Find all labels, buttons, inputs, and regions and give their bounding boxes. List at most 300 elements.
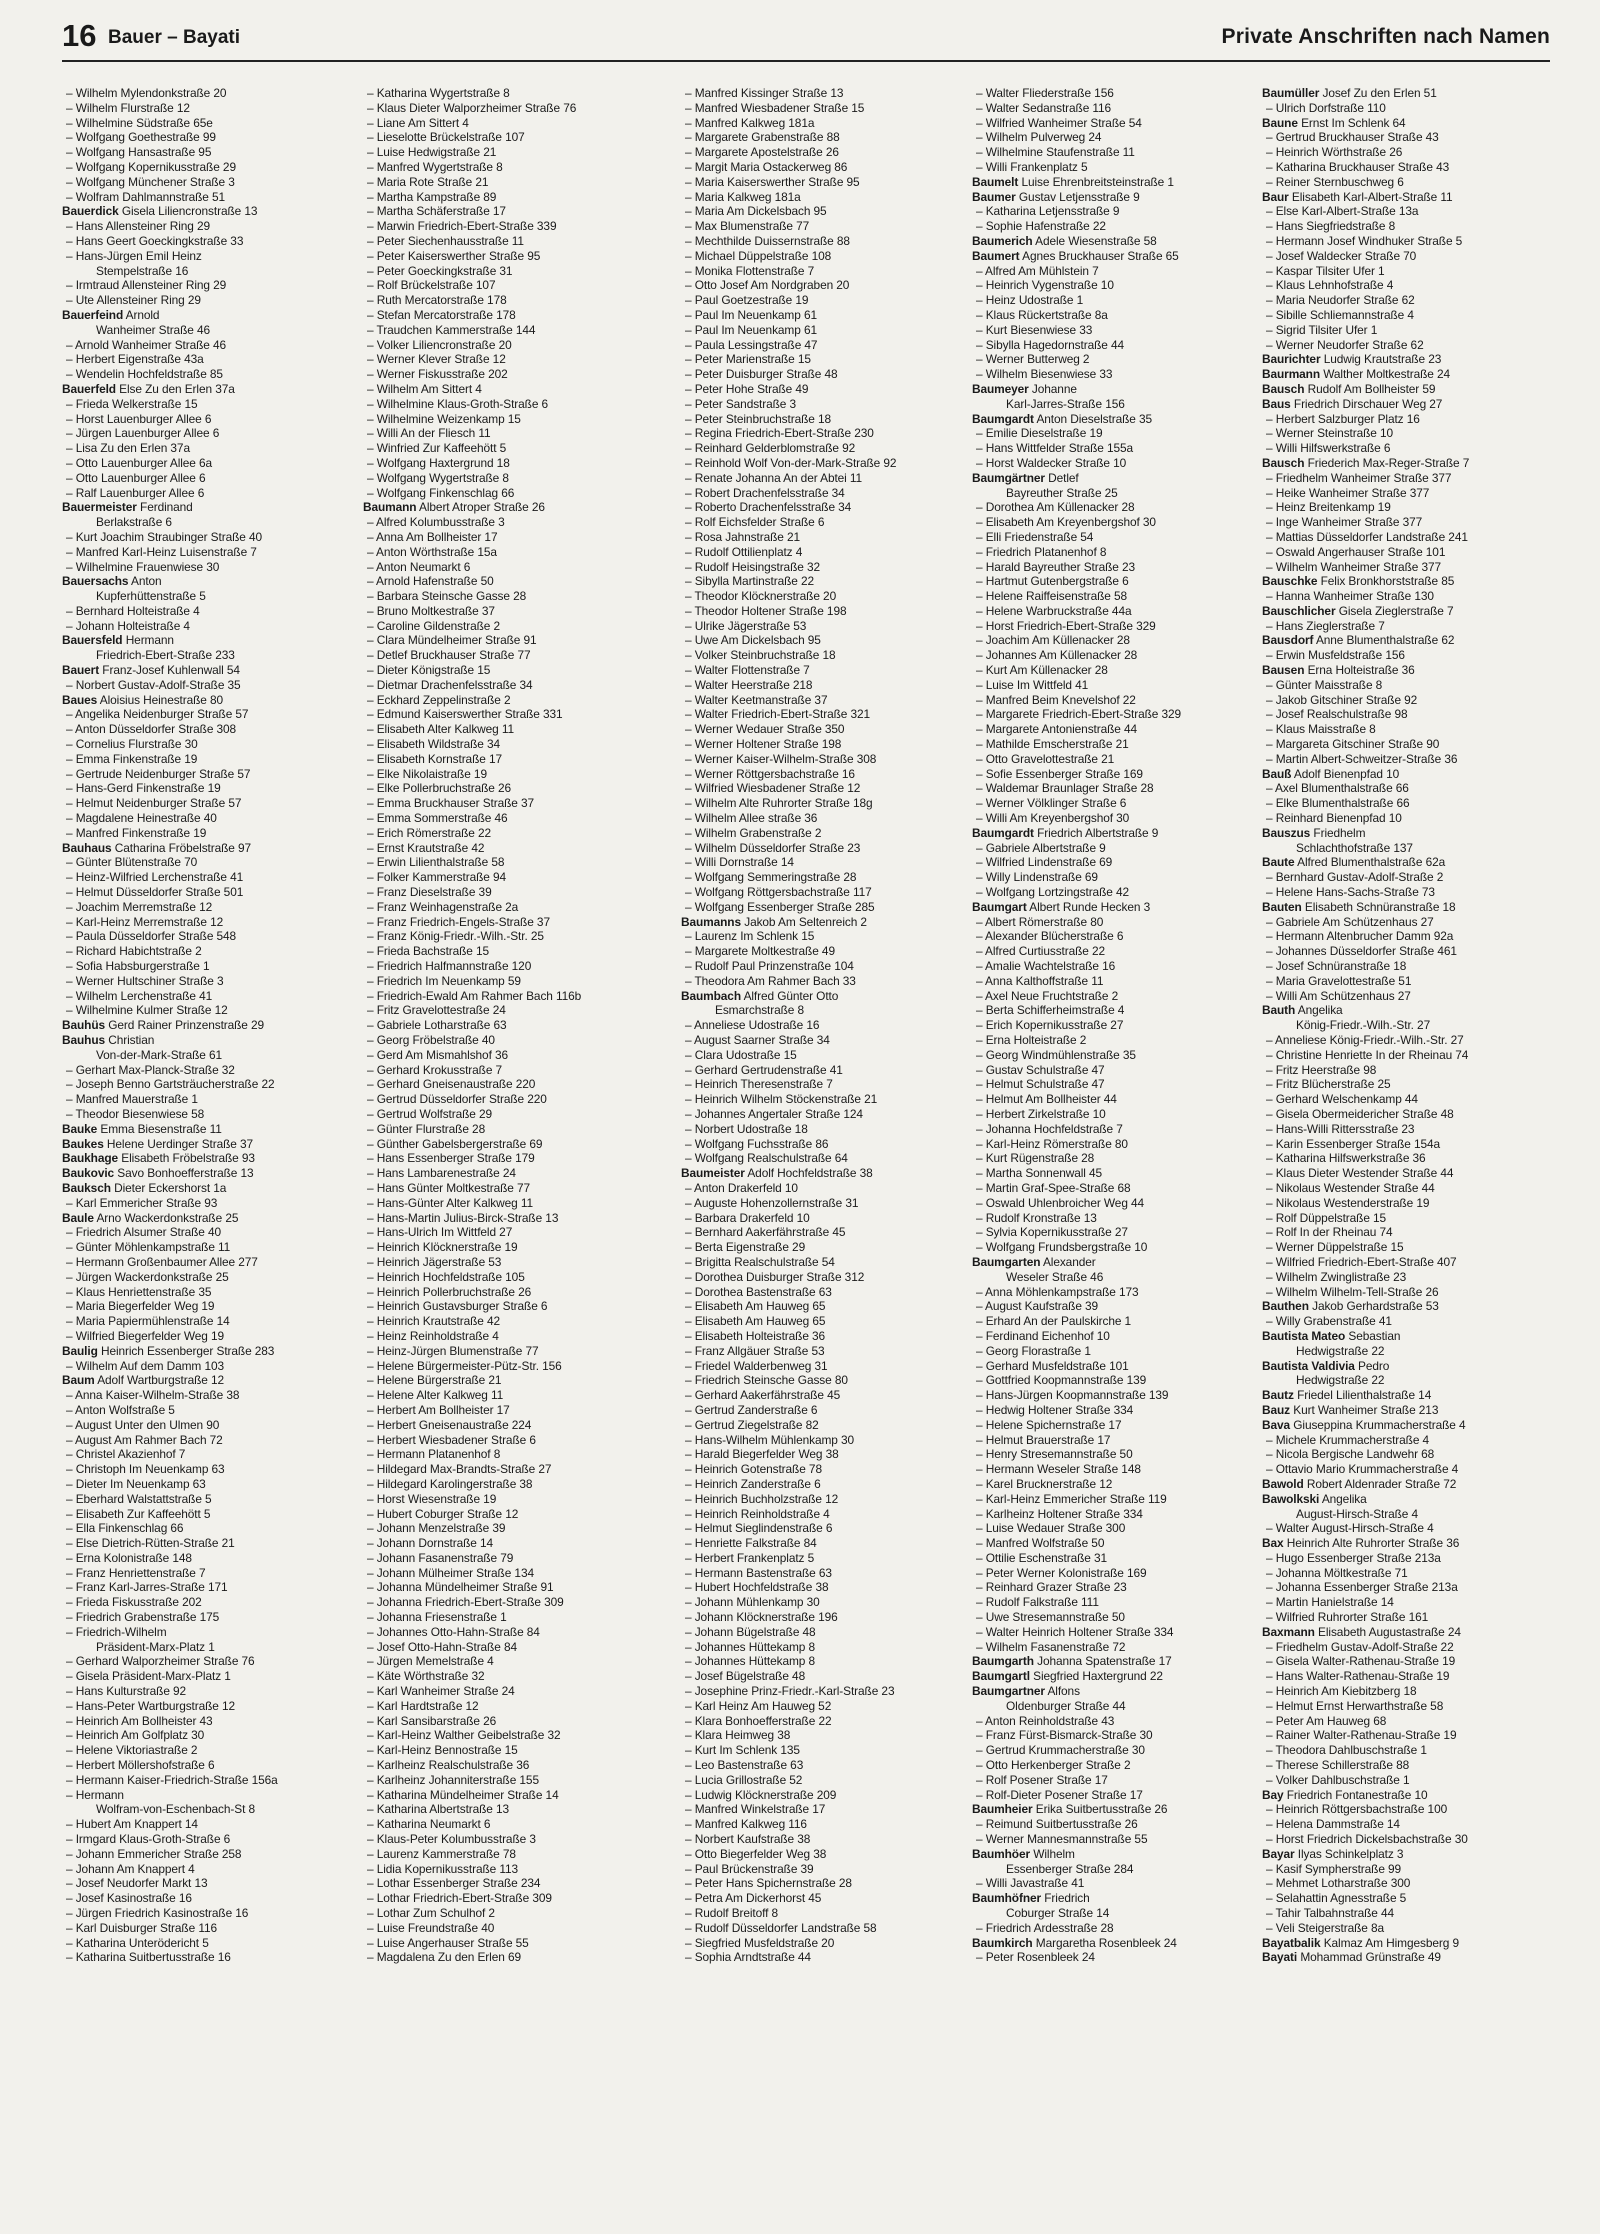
- surname-entry: [1262, 1359, 1550, 1374]
- entry-text: – Hermann Großenbaumer Allee 277: [66, 1254, 258, 1269]
- entry-text: – Karlheinz Realschulstraße 36: [367, 1758, 530, 1773]
- entry-text: – Heinrich Jägerstraße 53: [367, 1254, 502, 1269]
- name-entry: [1262, 1669, 1550, 1684]
- name-entry: [363, 1403, 663, 1418]
- entry-text: – Kurt Biesenwiese 33: [976, 322, 1093, 337]
- name-entry: [62, 234, 362, 249]
- name-entry: [681, 1359, 981, 1374]
- name-entry: [62, 145, 362, 160]
- name-entry: [363, 929, 663, 944]
- name-entry: [1262, 589, 1550, 604]
- name-entry: [1262, 1285, 1550, 1300]
- entry-text: Jakob Gerhardstraße 53: [1312, 1299, 1439, 1314]
- entry-text: – Luise Angerhauser Straße 55: [367, 1935, 529, 1950]
- name-entry: [681, 1950, 981, 1965]
- surname: Baumheier: [972, 1802, 1033, 1817]
- name-entry: [363, 1048, 663, 1063]
- surname: Baukhage: [62, 1151, 119, 1166]
- name-entry: [62, 929, 362, 944]
- entry-text: – Maria Gravelottestraße 51: [1266, 973, 1412, 988]
- entry-text: – Christoph Im Neuenkamp 63: [66, 1462, 225, 1477]
- entry-text: – Karl Emmericher Straße 93: [66, 1195, 218, 1210]
- entry-text: – Ruth Mercatorstraße 178: [367, 293, 507, 308]
- name-entry: [363, 323, 663, 338]
- entry-text: Emma Biesenstraße 11: [100, 1121, 222, 1136]
- entry-text: – Wolfgang Finkenschlag 66: [367, 485, 515, 500]
- entry-text: Friedhelm: [1313, 825, 1366, 840]
- entry-text: – Margarete Friedrich-Ebert-Straße 329: [976, 707, 1182, 722]
- entry-text: Franz-Josef Kuhlenwall 54: [102, 663, 240, 678]
- entry-text: – Helena Dammstraße 14: [1266, 1817, 1400, 1832]
- entry-text: – Ottilie Eschenstraße 31: [976, 1550, 1108, 1565]
- entry-text: Ilyas Schinkelplatz 3: [1297, 1846, 1404, 1861]
- entry-text: – Robert Drachenfelsstraße 34: [685, 485, 845, 500]
- entry-text: – Maria Kalkweg 181a: [685, 189, 801, 204]
- entry-text: – Sofia Habsburgerstraße 1: [66, 959, 210, 974]
- name-entry: [972, 1758, 1272, 1773]
- entry-text: – Karl Heinz Am Hauweg 52: [685, 1698, 832, 1713]
- surname-entry: [1262, 86, 1550, 101]
- entry-text: – Joachim Merremstraße 12: [66, 899, 213, 914]
- entry-text: – Heinrich Hochfeldstraße 105: [367, 1269, 525, 1284]
- name-entry: [972, 693, 1272, 708]
- entry-text: – Maria Biegerfelder Weg 19: [66, 1299, 215, 1314]
- entry-text: – Angelika Neidenburger Straße 57: [66, 707, 249, 722]
- name-entry: [681, 1773, 981, 1788]
- entry-text: – Ulrich Dorfstraße 110: [1266, 100, 1386, 115]
- entry-text: – Nikolaus Westenderstraße 19: [1266, 1195, 1430, 1210]
- entry-text: – Helene Bürgerstraße 21: [367, 1373, 502, 1388]
- entry-text: – Klaus Maisstraße 8: [1266, 722, 1376, 737]
- name-entry: [972, 456, 1272, 471]
- entry-text: – Hans-Gerd Finkenstraße 19: [66, 781, 221, 796]
- name-entry: [681, 338, 981, 353]
- name-entry: [363, 1507, 663, 1522]
- entry-text: – Horst Lauenburger Allee 6: [66, 411, 212, 426]
- name-entry: [972, 1033, 1272, 1048]
- name-entry: [62, 249, 362, 264]
- entry-text: – Irmtraud Allensteiner Ring 29: [66, 278, 227, 293]
- name-entry: [62, 1936, 362, 1951]
- entry-text: – Mattias Düsseldorfer Landstraße 241: [1266, 529, 1468, 544]
- surname-entry: [1262, 1403, 1550, 1418]
- name-entry: [681, 278, 981, 293]
- entry-text: Alexander: [1042, 1254, 1096, 1269]
- entry-text: – Franz König-Friedr.-Wilh.-Str. 25: [367, 929, 544, 944]
- name-entry: [1262, 1876, 1550, 1891]
- name-entry: [972, 1773, 1272, 1788]
- surname: Bayar: [1262, 1846, 1295, 1861]
- entry-text: – Peter Hans Spichernstraße 28: [685, 1876, 852, 1891]
- name-entry: [363, 249, 663, 264]
- name-entry: [363, 1684, 663, 1699]
- name-entry: [1262, 619, 1550, 634]
- entry-text: Else Zu den Erlen 37a: [119, 381, 235, 396]
- entry-text: – Mechthilde Duissernstraße 88: [685, 233, 850, 248]
- name-entry: [972, 915, 1272, 930]
- entry-text: – Johannes Am Küllenacker 28: [976, 648, 1138, 663]
- name-entry: [681, 367, 981, 382]
- entry-text: – Franz Friedrich-Engels-Straße 37: [367, 914, 550, 929]
- name-entry: [1262, 160, 1550, 175]
- entry-text: – Berta Schifferheimstraße 4: [976, 1003, 1125, 1018]
- name-entry: [1262, 1196, 1550, 1211]
- name-entry: [363, 1669, 663, 1684]
- entry-text: – Frieda Welkerstraße 15: [66, 396, 198, 411]
- entry-text: – Horst Friedrich-Ebert-Straße 329: [976, 618, 1156, 633]
- name-entry: [681, 589, 981, 604]
- entry-text: – Gerhard Gertrudenstraße 41: [685, 1062, 843, 1077]
- entry-text: – Hans Allensteiner Ring 29: [66, 219, 211, 234]
- surname-entry: [62, 1137, 362, 1152]
- name-entry: [363, 959, 663, 974]
- name-entry: [363, 1802, 663, 1817]
- surname: Bauß: [1262, 766, 1292, 781]
- name-entry: [62, 1196, 362, 1211]
- name-entry: [972, 855, 1272, 870]
- surname-entry: [1262, 855, 1550, 870]
- entry-text: Anton: [130, 574, 162, 589]
- entry-text: Hermann: [125, 633, 174, 648]
- entry-text: – Waldemar Braunlager Straße 28: [976, 781, 1154, 796]
- entry-text: – Ferdinand Eichenhof 10: [976, 1328, 1110, 1343]
- name-entry: [681, 1610, 981, 1625]
- surname-entry: [972, 1684, 1272, 1699]
- entry-text: – Selahattin Agnesstraße 5: [1266, 1891, 1407, 1906]
- entry-text: – Hermann Josef Windhuker Straße 5: [1266, 233, 1463, 248]
- entry-text: – Elke Nikolaistraße 19: [367, 766, 487, 781]
- entry-text: – Johann Bügelstraße 48: [685, 1624, 816, 1639]
- entry-text: – Käte Wörthstraße 32: [367, 1669, 485, 1684]
- entry-text: – Cornelius Flurstraße 30: [66, 737, 198, 752]
- entry-text: Friedrich Fontanestraße 10: [1286, 1787, 1428, 1802]
- entry-text: – Paula Lessingstraße 47: [685, 337, 818, 352]
- name-entry: [1262, 929, 1550, 944]
- name-entry: [363, 308, 663, 323]
- name-entry: [1262, 1151, 1550, 1166]
- name-entry: [1262, 1566, 1550, 1581]
- entry-text: – Wilfried Lindenstraße 69: [976, 855, 1113, 870]
- entry-text: – Gertrud Düsseldorfer Straße 220: [367, 1092, 547, 1107]
- entry-text: – Harald Biegerfelder Weg 38: [685, 1447, 839, 1462]
- entry-text: – Clara Mündelheimer Straße 91: [367, 633, 537, 648]
- entry-text: – Norbert Udostraße 18: [685, 1121, 808, 1136]
- entry-text: Sebastian: [1348, 1328, 1401, 1343]
- surname-entry: [1262, 663, 1550, 678]
- name-entry: [972, 678, 1272, 693]
- entry-text: – Veli Steigerstraße 8a: [1266, 1920, 1384, 1935]
- entry-text: – Wilhelmine Weizenkamp 15: [367, 411, 521, 426]
- surname: Bauhüs: [62, 1018, 106, 1033]
- name-entry: [1262, 1714, 1550, 1729]
- name-entry: [1262, 500, 1550, 515]
- name-entry: [681, 486, 981, 501]
- entry-text: – Heinrich Klöcknerstraße 19: [367, 1240, 518, 1255]
- name-entry: [681, 500, 981, 515]
- surname-entry: [363, 500, 663, 515]
- name-entry: [681, 308, 981, 323]
- entry-text: – Hubert Hochfeldstraße 38: [685, 1580, 829, 1595]
- name-entry: [363, 382, 663, 397]
- name-entry: [681, 959, 981, 974]
- name-entry: [363, 633, 663, 648]
- name-entry: [681, 530, 981, 545]
- surname-entry: [972, 1654, 1272, 1669]
- entry-text: – Gerhard Gneisenaustraße 220: [367, 1077, 536, 1092]
- entry-text: – Werner Fiskusstraße 202: [367, 367, 508, 382]
- name-entry: [1262, 752, 1550, 767]
- name-entry: [972, 989, 1272, 1004]
- name-entry: [972, 1225, 1272, 1240]
- name-entry: [363, 1566, 663, 1581]
- entry-text: – Mehmet Lotharstraße 300: [1266, 1876, 1411, 1891]
- name-entry: [1262, 1314, 1550, 1329]
- entry-text: – Helene Alter Kalkweg 11: [367, 1388, 504, 1403]
- surname: Baulig: [62, 1343, 98, 1358]
- name-entry: [681, 1329, 981, 1344]
- entry-text: – Anna Möhlenkampstraße 173: [976, 1284, 1139, 1299]
- name-entry: [972, 1714, 1272, 1729]
- name-entry: [1262, 471, 1550, 486]
- name-entry: [1262, 1862, 1550, 1877]
- entry-text: – Karlheinz Johanniterstraße 155: [367, 1772, 539, 1787]
- name-entry: [363, 855, 663, 870]
- entry-text: – Reinhard Grazer Straße 23: [976, 1580, 1127, 1595]
- entry-text: Kupferhüttenstraße 5: [96, 589, 206, 604]
- name-entry: [972, 1373, 1272, 1388]
- address-continuation: [972, 1270, 1272, 1285]
- name-entry: [363, 693, 663, 708]
- name-entry: [62, 1906, 362, 1921]
- entry-text: – Peter Kaiserswerther Straße 95: [367, 248, 541, 263]
- name-entry: [363, 1137, 663, 1152]
- name-entry: [681, 219, 981, 234]
- address-continuation: [62, 1048, 362, 1063]
- surname-entry: [972, 175, 1272, 190]
- entry-text: – Reinhard Gelderblomstraße 92: [685, 441, 856, 456]
- entry-text: – Hugo Essenberger Straße 213a: [1266, 1550, 1441, 1565]
- entry-text: – Paul Im Neuenkamp 61: [685, 322, 817, 337]
- name-entry: [681, 1507, 981, 1522]
- name-entry: [1262, 1817, 1550, 1832]
- entry-text: – Wolfram Dahlmannstraße 51: [66, 189, 225, 204]
- name-entry: [62, 781, 362, 796]
- entry-text: – Herbert Salzburger Platz 16: [1266, 411, 1420, 426]
- entry-text: Margaretha Rosenbleek 24: [1035, 1935, 1177, 1950]
- entry-text: – Franz Weinhagenstraße 2a: [367, 899, 519, 914]
- name-entry: [363, 1521, 663, 1536]
- entry-text: – Wolfgang Kopernikusstraße 29: [66, 159, 236, 174]
- name-entry: [363, 915, 663, 930]
- surname-entry: [62, 1373, 362, 1388]
- entry-text: – Irmgard Klaus-Groth-Straße 6: [66, 1832, 231, 1847]
- surname: Baur: [1262, 189, 1289, 204]
- entry-text: – Katharina Unterödericht 5: [66, 1935, 209, 1950]
- name-entry: [363, 1654, 663, 1669]
- name-entry: [681, 1654, 981, 1669]
- name-entry: [681, 175, 981, 190]
- entry-text: – Helmut Am Bollheister 44: [976, 1092, 1117, 1107]
- entry-text: – Anna Kalthoffstraße 11: [976, 973, 1104, 988]
- surname-entry: [1262, 1329, 1550, 1344]
- surname: Bauschlicher: [1262, 603, 1336, 618]
- name-entry: [363, 160, 663, 175]
- entry-text: – Gertrud Bruckhauser Straße 43: [1266, 130, 1439, 145]
- name-entry: [363, 619, 663, 634]
- entry-text: – Hermann Platanenhof 8: [367, 1447, 501, 1462]
- entry-text: – Hermann Weseler Straße 148: [976, 1462, 1141, 1477]
- entry-text: – Arnold Hafenstraße 50: [367, 574, 494, 589]
- entry-text: – Ella Finkenschlag 66: [66, 1521, 184, 1536]
- entry-text: – Margarete Apostelstraße 26: [685, 145, 839, 160]
- entry-text: – Manfred Kalkweg 181a: [685, 115, 815, 130]
- entry-text: – Heinrich Am Golfplatz 30: [66, 1728, 205, 1743]
- name-entry: [1262, 693, 1550, 708]
- name-entry: [1262, 1447, 1550, 1462]
- entry-text: – Wilhelmine Staufenstraße 11: [976, 145, 1135, 160]
- entry-text: – Herbert Zirkelstraße 10: [976, 1106, 1106, 1121]
- entry-text: – Wilhelm Zwinglistraße 23: [1266, 1269, 1407, 1284]
- entry-text: – Rudolf Breitoff 8: [685, 1906, 779, 1921]
- name-entry: [972, 959, 1272, 974]
- name-entry: [972, 1240, 1272, 1255]
- entry-text: – Clara Udostraße 15: [685, 1047, 797, 1062]
- entry-text: – Traudchen Kammerstraße 144: [367, 322, 536, 337]
- surname-entry: [972, 382, 1272, 397]
- name-entry: [972, 722, 1272, 737]
- entry-text: – Klara Heimweg 38: [685, 1728, 791, 1743]
- name-entry: [1262, 264, 1550, 279]
- entry-text: – Rolf In der Rheinau 74: [1266, 1225, 1393, 1240]
- entry-text: – Gisela Walter-Rathenau-Straße 19: [1266, 1654, 1456, 1669]
- name-entry: [363, 352, 663, 367]
- entry-text: – Werner Völklinger Straße 6: [976, 796, 1127, 811]
- name-entry: [62, 870, 362, 885]
- name-entry: [972, 1359, 1272, 1374]
- surname-entry: [62, 841, 362, 856]
- name-entry: [1262, 1699, 1550, 1714]
- entry-text: – Oswald Uhlenbroicher Weg 44: [976, 1195, 1145, 1210]
- entry-text: – Klaus Henriettenstraße 35: [66, 1284, 212, 1299]
- entry-text: Erna Holteistraße 36: [1307, 663, 1415, 678]
- name-entry: [972, 589, 1272, 604]
- name-entry: [62, 293, 362, 308]
- entry-text: – Hans-Jürgen Emil Heinz: [66, 248, 202, 263]
- name-entry: [681, 101, 981, 116]
- entry-text: – Gertrud Krummacherstraße 30: [976, 1743, 1145, 1758]
- name-entry: [1262, 1255, 1550, 1270]
- name-entry: [681, 234, 981, 249]
- name-entry: [972, 1329, 1272, 1344]
- name-entry: [62, 1758, 362, 1773]
- entry-text: – Margareta Gitschiner Straße 90: [1266, 737, 1440, 752]
- name-entry: [363, 412, 663, 427]
- entry-text: – Fritz Gravelottestraße 24: [367, 1003, 506, 1018]
- entry-text: – Wilfried Ruhrorter Straße 161: [1266, 1610, 1429, 1625]
- name-entry: [1262, 1684, 1550, 1699]
- entry-text: – Alexander Blücherstraße 6: [976, 929, 1124, 944]
- entry-text: Giuseppina Krummacherstraße 4: [1293, 1417, 1466, 1432]
- entry-text: – Hildegard Karolingerstraße 38: [367, 1476, 533, 1491]
- entry-text: – Axel Neue Fruchtstraße 2: [976, 988, 1119, 1003]
- entry-text: – Nikolaus Westender Straße 44: [1266, 1180, 1435, 1195]
- entry-text: – Theodora Am Rahmer Bach 33: [685, 973, 856, 988]
- name-entry: [1262, 915, 1550, 930]
- name-entry: [681, 1270, 981, 1285]
- name-entry: [1262, 1521, 1550, 1536]
- name-entry: [972, 1462, 1272, 1477]
- name-entry: [681, 1107, 981, 1122]
- entry-text: – Walter Fliederstraße 156: [976, 86, 1114, 100]
- address-continuation: [62, 515, 362, 530]
- entry-text: – Ernst Krautstraße 42: [367, 840, 485, 855]
- entry-text: – Hans-Martin Julius-Birck-Straße 13: [367, 1210, 559, 1225]
- surname: Baumgartl: [972, 1669, 1030, 1684]
- entry-text: – Georg Fröbelstraße 40: [367, 1033, 495, 1047]
- entry-text: – Lisa Zu den Erlen 37a: [66, 441, 190, 456]
- entry-text: – Anneliese König-Friedr.-Wilh.-Str. 27: [1266, 1033, 1464, 1047]
- entry-text: – Karl-Heinz Walther Geibelstraße 32: [367, 1728, 561, 1743]
- entry-text: – Karl Duisburger Straße 116: [66, 1920, 217, 1935]
- name-entry: [62, 278, 362, 293]
- surname: Baumelt: [972, 174, 1019, 189]
- name-entry: [363, 1063, 663, 1078]
- name-entry: [681, 855, 981, 870]
- entry-text: – Rudolf Falkstraße 111: [976, 1595, 1099, 1610]
- name-entry: [363, 1477, 663, 1492]
- surname: Bauerfeind: [62, 307, 124, 322]
- name-entry: [1262, 412, 1550, 427]
- entry-text: – Josef Neudorfer Markt 13: [66, 1876, 208, 1891]
- name-entry: [62, 1447, 362, 1462]
- name-entry: [363, 530, 663, 545]
- name-entry: [62, 1610, 362, 1625]
- name-entry: [1262, 486, 1550, 501]
- name-entry: [972, 1344, 1272, 1359]
- entry-text: – Kurt Im Schlenk 135: [685, 1743, 800, 1758]
- entry-text: – Ralf Lauenburger Allee 6: [66, 485, 205, 500]
- name-entry: [972, 1285, 1272, 1300]
- name-entry: [681, 678, 981, 693]
- entry-text: – Heinrich Am Bollheister 43: [66, 1713, 213, 1728]
- name-entry: [972, 1625, 1272, 1640]
- name-entry: [681, 1344, 981, 1359]
- entry-text: – Franz Allgäuer Straße 53: [685, 1343, 825, 1358]
- entry-text: – Hartmut Gutenbergstraße 6: [976, 574, 1129, 589]
- name-entry: [681, 1580, 981, 1595]
- entry-text: – Gerd Am Mismahlshof 36: [367, 1047, 509, 1062]
- name-entry: [1262, 1595, 1550, 1610]
- entry-text: – Wilhelm Wanheimer Straße 377: [1266, 559, 1441, 574]
- surname-entry: [1262, 1492, 1550, 1507]
- entry-text: – Norbert Gustav-Adolf-Straße 35: [66, 677, 241, 692]
- name-entry: [363, 1610, 663, 1625]
- entry-text: – Karl Hardtstraße 12: [367, 1698, 479, 1713]
- entry-text: – Magdalena Zu den Erlen 69: [367, 1950, 521, 1965]
- name-entry: [972, 574, 1272, 589]
- entry-text: – Rosa Jahnstraße 21: [685, 529, 800, 544]
- name-entry: [681, 1684, 981, 1699]
- name-entry: [62, 1847, 362, 1862]
- address-continuation: [62, 1640, 362, 1655]
- surname-entry: [972, 1891, 1272, 1906]
- name-entry: [972, 426, 1272, 441]
- name-entry: [363, 1832, 663, 1847]
- entry-text: – Heinrich Pollerbruchstraße 26: [367, 1284, 532, 1299]
- entry-text: – Liane Am Sittert 4: [367, 115, 469, 130]
- surname-entry: [972, 249, 1272, 264]
- surname-entry: [62, 1151, 362, 1166]
